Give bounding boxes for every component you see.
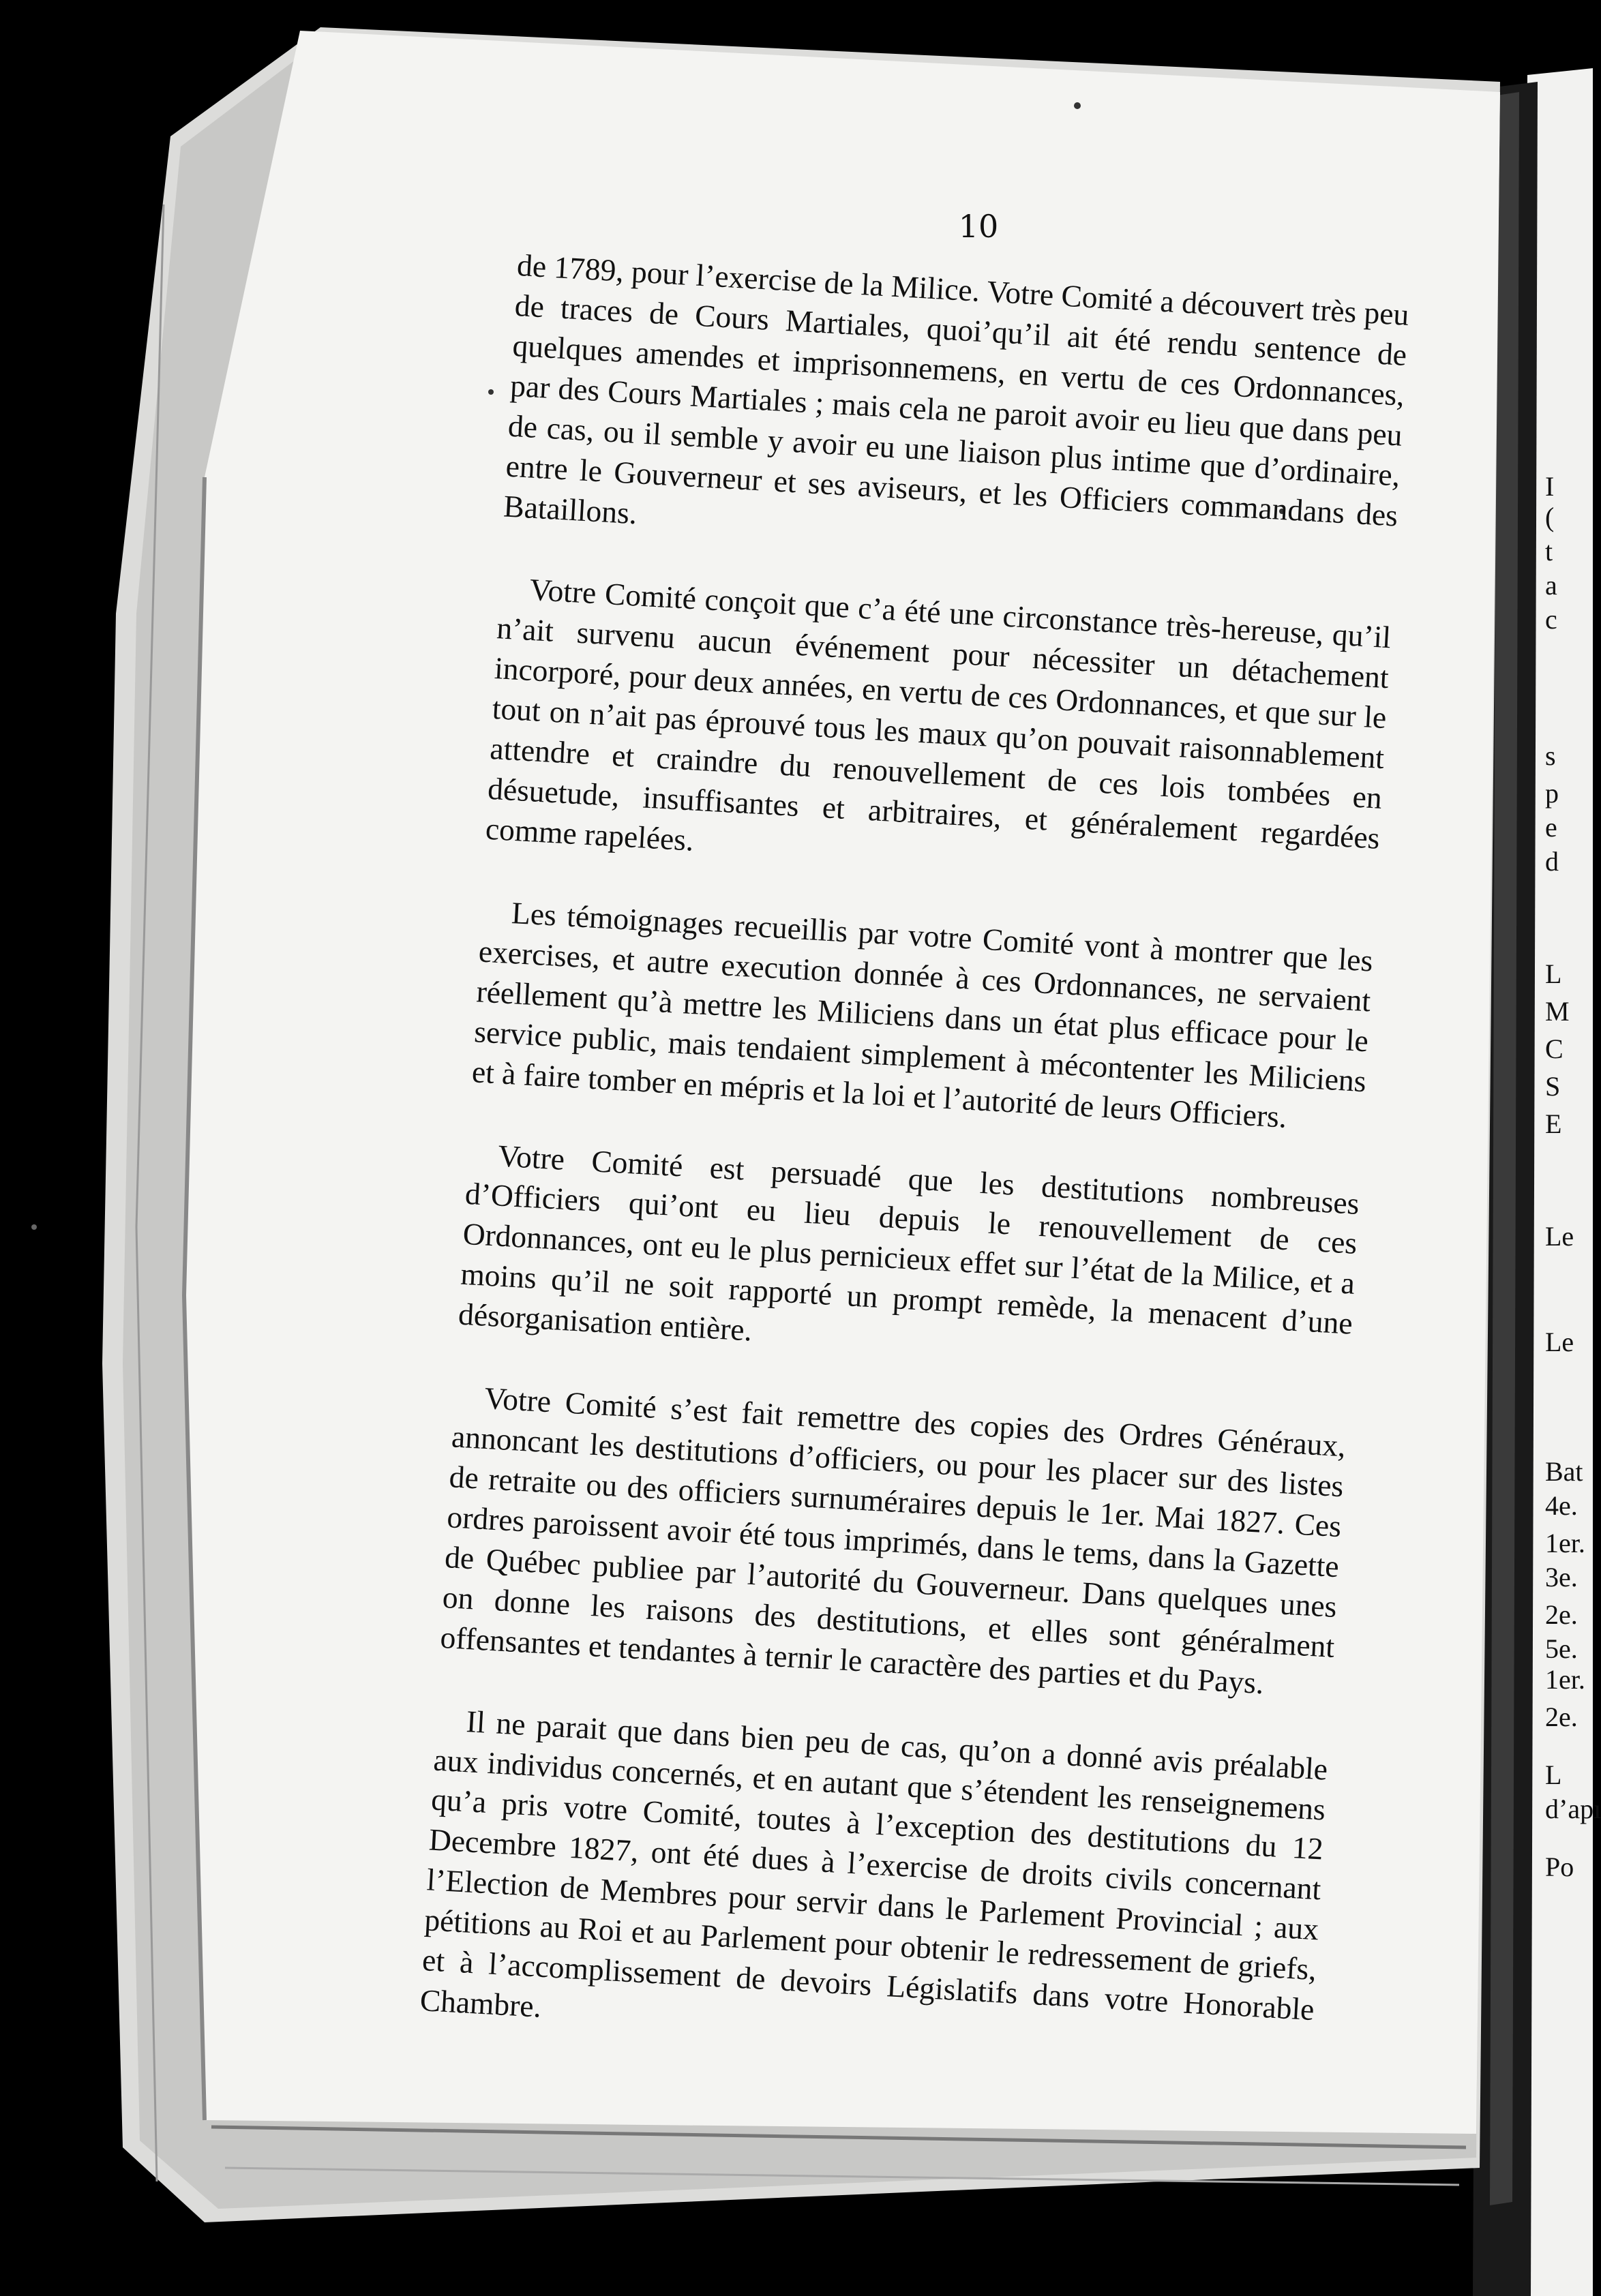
fragment: Po <box>1545 1852 1574 1882</box>
fragment: d’apı <box>1545 1794 1601 1824</box>
fragment: M <box>1545 996 1570 1027</box>
fragment: 2e. <box>1545 1702 1578 1732</box>
fragment: Le <box>1545 1327 1574 1357</box>
fragment: L <box>1545 958 1562 989</box>
paragraph: Il ne parait que dans bien peu de cas, qu’on a donné avis préalable aux individus concernés, et en autant que s’étendent les renseignemens qu’a pris votre Comité, toutes à l’exception des destitutions du 12 Decembre 1827, ont été dues à l’exercise de droits civils concernant l’Election de Membres pour servir dans le Parlement Provincial ; aux pétitions au Roi et au Parlement pour obtenir le redressement de griefs, et à l’accomplissement de devoirs Législatifs dans votre Honorable Chambre. <box>419 1703 1329 2027</box>
fragment: E <box>1545 1108 1562 1139</box>
paragraph: Votre Comité conçoit que c’a été une circonstance très-hereuse, qu’il n’ait survenu aucun événement pour nécessiter un détachement incorporé, pour deux années, en vertu de ces Ordonnances, et que sur le tout on n’ait pas éprouvé tous les maux qu’on pouvait raisonnablement attendre et craindre du renouvellement de ces lois tombées en désuetude, insuffisantes et arbitraires, et généralement regardées comme rapelées. <box>484 572 1392 858</box>
fragment: d <box>1545 846 1559 877</box>
fragment: Bat <box>1545 1456 1583 1487</box>
facing-page-fragments <box>1541 0 1601 2296</box>
fragment: C <box>1545 1033 1563 1064</box>
paragraph: Les témoignages recueillis par votre Comité vont à montrer que les exercises, et autre execution donnée à ces Ordonnances, ne servaient réellement qu’à mettre les Miliciens dans un état plus efficace pour le service public, mais tendaient simplement à mécontenter les Miliciens et à faire tomber en mépris et la loi et l’autorité de leurs Officiers. <box>470 894 1374 1134</box>
fragment: a <box>1545 570 1557 601</box>
fragment: e <box>1545 812 1557 843</box>
fragment: L <box>1545 1759 1562 1790</box>
fragment: I <box>1545 471 1555 502</box>
paragraph: Votre Comité est persuadé que les destitutions nombreuses d’Officiers qui’ont eu lieu depuis le renouvellement de ces Ordonnances, ont eu le plus pernicieux effet sur l’état de la Milice, et a moins qu’il ne soit rapporté un prompt remède, la menacent d’une désorganisation entière. <box>457 1137 1360 1348</box>
fragment: s <box>1545 740 1556 771</box>
paragraph: Votre Comité s’est fait remettre des copies des Ordres Généraux, annoncant les destitutions d’officiers, ou pour les placer sur des listes de retraite ou des officiers surnuméraires depuis le 1er. Mai 1827. Ces ordres paroissent avoir été tous imprimés, dans le tems, dans la Gazette de Québec publiee par l’autorité du Gouverneur. Dans quelques unes on donne les raisons des destitutions, et elles sont généralment offensantes et tendantes à ternir le caractère des parties et du Pays. <box>439 1380 1347 1700</box>
fragment: 2e. <box>1545 1599 1578 1630</box>
fragment: p <box>1545 778 1559 809</box>
fragment: 3e. <box>1545 1562 1578 1592</box>
fragment: S <box>1545 1071 1561 1102</box>
fragment: 1er. <box>1545 1664 1585 1695</box>
fragment: Le <box>1545 1221 1574 1252</box>
paragraph: de 1789, pour l’exercise de la Milice. Votre Comité a découvert très peu de traces de Cours Martiales, quoi’qu’il ait été rendu sentence de quelques amendes et imprisonnemens, en vertu de ces Ordonnances, par des Cours Martiales ; mais cela ne paroit avoir eu lieu que dans peu de cas, ou il semble y avoir eu une liaison plus intime que d’ordinaire, entre le Gouverneur et ses aviseurs, et les Officiers commandans des Bataillons. <box>503 247 1410 533</box>
fragment: 4e. <box>1545 1490 1578 1521</box>
fragment: 5e. <box>1545 1633 1578 1664</box>
page-number: 10 <box>958 208 999 245</box>
fragment: 1er. <box>1545 1528 1585 1558</box>
fragment: ( <box>1545 502 1555 532</box>
fragment: c <box>1545 604 1557 635</box>
body-text <box>417 245 1410 2113</box>
fragment: t <box>1545 536 1553 567</box>
